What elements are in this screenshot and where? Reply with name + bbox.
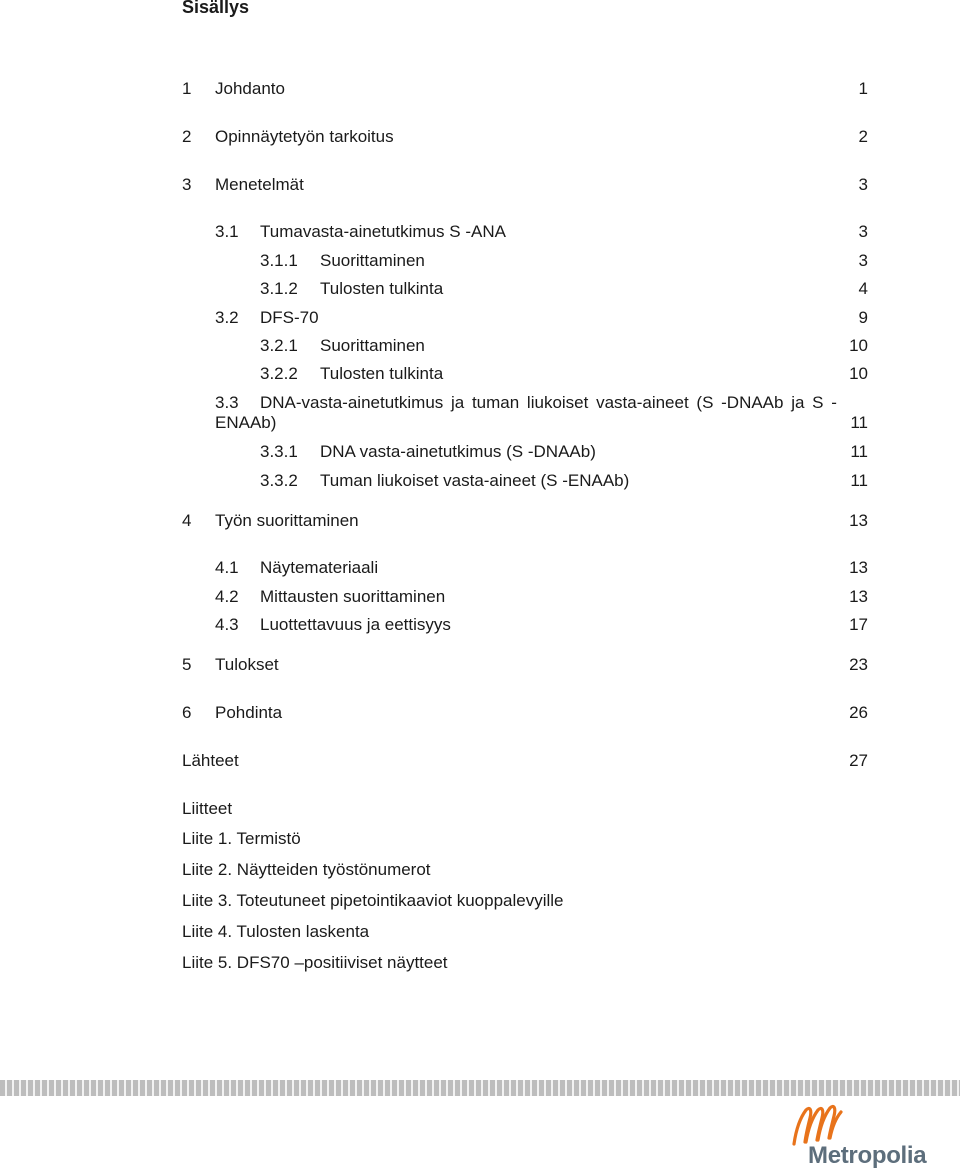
toc-page: 10 [849, 336, 868, 355]
appendix-item[interactable]: Liite 4. Tulosten laskenta [182, 922, 370, 941]
appendix-item[interactable]: Liite 2. Näytteiden työstönumerot [182, 860, 431, 879]
page-title: Sisällys [182, 0, 250, 17]
toc-number: 3.1.1 [260, 251, 298, 270]
toc-page: 10 [849, 364, 868, 383]
toc-label: Mittausten suorittaminen [260, 587, 446, 606]
toc-number: 1 [182, 79, 192, 98]
toc-page: 3 [858, 222, 868, 241]
toc-number: 3.3.2 [260, 471, 298, 490]
toc-number: 4.3 [215, 615, 239, 634]
toc-label: Tulokset [215, 655, 279, 674]
appendix-heading: Liitteet [182, 799, 233, 818]
footer-divider [0, 1080, 960, 1096]
toc-page: 13 [849, 558, 868, 577]
toc-number: 3.3.1 [260, 442, 298, 461]
toc-number: 2 [182, 127, 192, 146]
toc-label: DNA vasta-ainetutkimus (S -DNAAb) [320, 442, 596, 461]
appendix-item[interactable]: Liite 5. DFS70 –positiiviset näytteet [182, 953, 448, 972]
toc-label: Luottettavuus ja eettisyys [260, 615, 451, 634]
toc-page: 9 [858, 308, 868, 327]
toc-label: Suorittaminen [320, 251, 425, 270]
toc-page: 4 [858, 279, 868, 298]
appendix-item[interactable]: Liite 3. Toteutuneet pipetointikaaviot kuoppalevyille [182, 891, 564, 910]
toc-page: 11 [850, 442, 868, 461]
toc-page: 26 [849, 703, 868, 722]
toc-page: 3 [858, 175, 868, 194]
toc-label: Työn suorittaminen [215, 511, 359, 530]
toc-page: 27 [849, 751, 868, 770]
toc-page: 11 [850, 471, 868, 490]
toc-label: DNA-vasta-ainetutkimus ja tuman liukoiset vasta-aineet (S -DNAAb ja S - [260, 393, 837, 412]
toc-number: 3.2.1 [260, 336, 298, 355]
toc-number: 3.2.2 [260, 364, 298, 383]
toc-label: Tumavasta-ainetutkimus S -ANA [260, 222, 506, 241]
toc-label: Johdanto [215, 79, 285, 98]
toc-page: 11 [850, 413, 868, 432]
toc-number: 6 [182, 703, 192, 722]
toc-label: Pohdinta [215, 703, 283, 722]
toc-label: Tulosten tulkinta [320, 279, 444, 298]
logo-wordmark: Metropolia [808, 1142, 927, 1169]
toc-number: 3.3 [215, 393, 239, 412]
toc-number: 4.1 [215, 558, 239, 577]
toc-page: 17 [849, 615, 868, 634]
toc-number: 3 [182, 175, 192, 194]
toc-label: Opinnäytetyön tarkoitus [215, 127, 394, 146]
toc-page: 1 [858, 79, 868, 98]
toc-label: Menetelmät [215, 175, 304, 194]
toc-page: 2 [858, 127, 868, 146]
toc-page: 13 [849, 511, 868, 530]
toc-label: Tuman liukoiset vasta-aineet (S -ENAAb) [320, 471, 630, 490]
toc-label: Näytemateriaali [260, 558, 379, 577]
toc-label: Lähteet [182, 751, 239, 770]
toc-page: 13 [849, 587, 868, 606]
toc-label: Tulosten tulkinta [320, 364, 444, 383]
toc-label: DFS-70 [260, 308, 319, 327]
toc-number: 4 [182, 511, 192, 530]
toc-label: Suorittaminen [320, 336, 425, 355]
toc-label-continuation: ENAAb) [215, 413, 277, 432]
toc-number: 3.2 [215, 308, 239, 327]
toc-page: 23 [849, 655, 868, 674]
toc-number: 3.1.2 [260, 279, 298, 298]
toc-number: 5 [182, 655, 192, 674]
toc-number: 3.1 [215, 222, 239, 241]
appendix-item[interactable]: Liite 1. Termistö [182, 829, 301, 848]
toc-page: 3 [858, 251, 868, 270]
toc-number: 4.2 [215, 587, 239, 606]
